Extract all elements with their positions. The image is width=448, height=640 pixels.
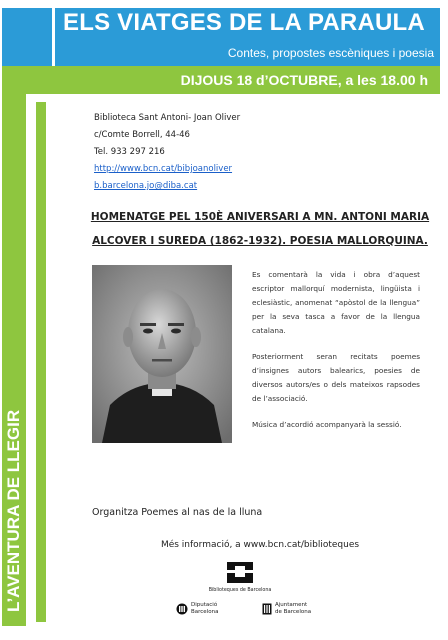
page-title: ELS VIATGES DE LA PARAULA [63, 9, 425, 36]
ajuntament-city: de Barcelona [275, 608, 312, 615]
event-description [252, 268, 420, 444]
ajuntament-name: Ajuntament [275, 602, 308, 608]
event-heading-line2: ALCOVER I SUREDA (1862-1932). POESIA MALLORQUINA. [92, 235, 428, 247]
sidebar-label: L’AVENTURA DE LLEGIR [4, 409, 23, 612]
diputacio-logo [176, 602, 218, 615]
header-accent-block [2, 8, 52, 66]
venue-email-link[interactable]: b.barcelona.jo@diba.cat [94, 181, 198, 191]
diputacio-city: Barcelona [191, 608, 219, 615]
header-banner [55, 8, 440, 66]
event-heading [80, 205, 440, 253]
diputacio-icon [176, 603, 188, 615]
venue-name: Biblioteca Sant Antoni- Joan Oliver [94, 113, 241, 123]
biblioteques-caption: Biblioteques de Barcelona [208, 588, 272, 593]
event-date-bar [158, 70, 440, 90]
event-date: DIJOUS 18 d’OCTUBRE, a les 18.00 h [180, 72, 428, 88]
description-paragraph: Es comentarà la vida i obra d’aquest escriptor mallorquí modernista, lingüista i eclesiàstic, anomenat “apòstol de la llengua” per la seva tasca a favor de la llengua catalana. [252, 270, 420, 335]
event-heading-line1: HOMENATGE PEL 150È ANIVERSARI A MN. ANTONI MARIA [90, 211, 430, 223]
description-paragraph: Posteriorment seran recitats poemes d’insignes autors balearics, poesies de diversos autors/es o dels mateixos rapsodes de l’associació. [252, 352, 420, 403]
ajuntament-icon [262, 603, 272, 615]
more-info-line: Més informació, a www.bcn.cat/biblioteques [160, 540, 360, 550]
contact-block [94, 110, 240, 195]
venue-phone: Tel. 933 297 216 [94, 147, 165, 157]
description-paragraph: Música d’acordió acompanyarà la sessió. [252, 420, 402, 429]
sidebar-inner-stripe [36, 102, 58, 622]
diputacio-name: Diputació [191, 602, 218, 608]
venue-address: c/Comte Borrell, 44-46 [94, 130, 190, 140]
ajuntament-logo [262, 602, 311, 615]
organizer-line: Organitza Poemes al nas de la lluna [92, 507, 263, 518]
venue-web-link[interactable]: http://www.bcn.cat/bibjoanoliver [94, 164, 233, 174]
page-subtitle: Contes, propostes escèniques i poesia [227, 46, 434, 60]
portrait-photo [92, 265, 232, 443]
biblioteques-logo-icon [225, 560, 255, 585]
